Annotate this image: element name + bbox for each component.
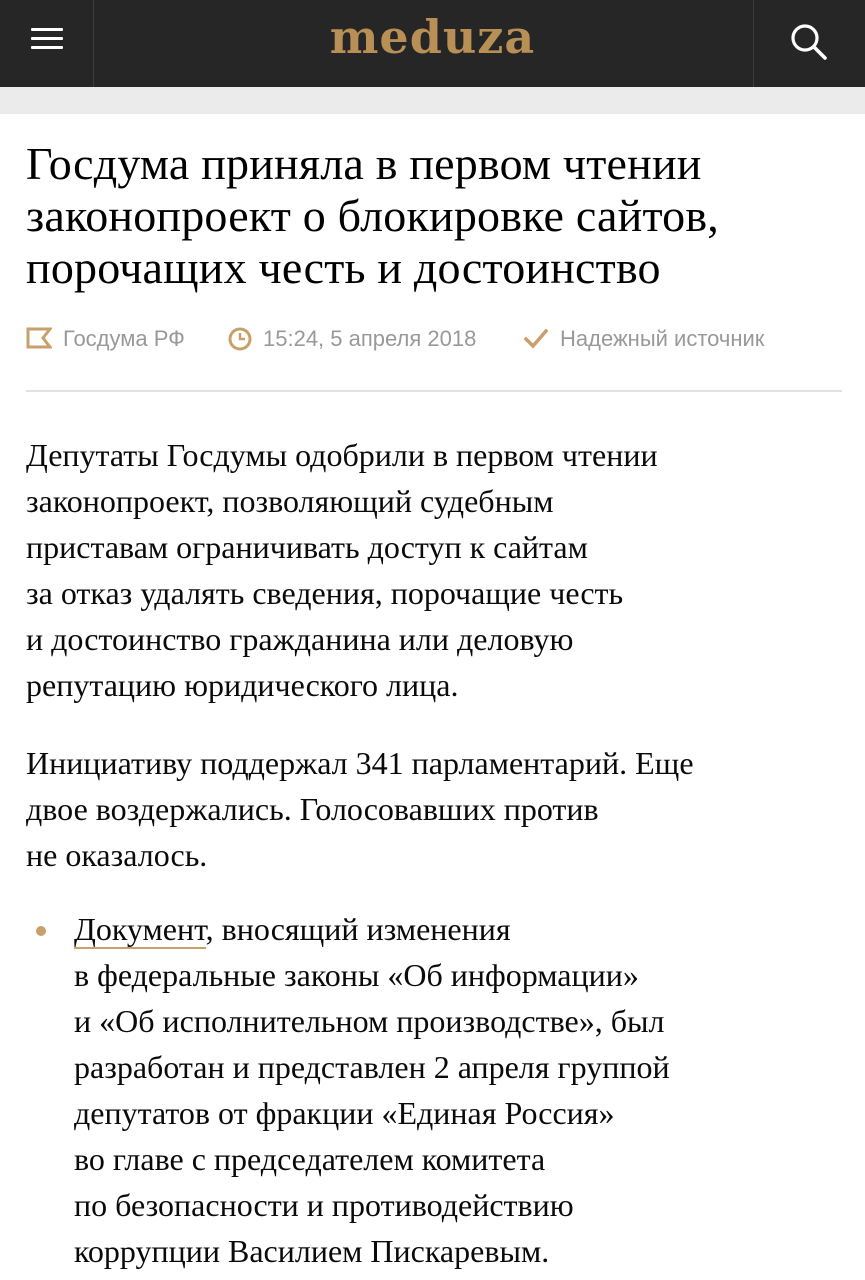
- text-line: репутацию юридического лица.: [26, 667, 459, 703]
- publish-datetime: 15:24, 5 апреля 2018: [263, 326, 477, 351]
- text-line: и «Об исполнительном производстве», был: [74, 1003, 665, 1039]
- text-line: за отказ удалять сведения, порочащие честь: [26, 575, 624, 611]
- source-label: Госдума РФ: [63, 326, 185, 351]
- checkmark-icon: [524, 328, 548, 350]
- text-line: депутатов от фракции «Единая Россия»: [74, 1095, 615, 1131]
- site-logo[interactable]: meduza: [329, 10, 536, 64]
- text-line: не оказалось.: [26, 837, 208, 873]
- top-navigation-bar: [0, 0, 865, 87]
- title-line: порочащих честь и достоинство: [26, 242, 661, 293]
- source-flag-icon: [26, 327, 52, 349]
- clock-icon: [228, 327, 252, 351]
- text-line: в федеральные законы «Об информации»: [74, 957, 639, 993]
- article-meta: [26, 320, 842, 358]
- header-shadow-strip: [0, 87, 865, 114]
- lead-paragraph: [26, 432, 842, 708]
- text-line-rest: , вносящий изменения: [205, 911, 511, 947]
- text-line: [74, 906, 844, 952]
- vote-paragraph: [26, 740, 842, 878]
- title-line: Госдума приняла в первом чтении: [26, 138, 702, 189]
- text-line: Инициативу поддержал 341 парламентарий. Еще: [26, 745, 694, 781]
- divider: [26, 390, 842, 392]
- text-line: разработан и представлен 2 апреля группой: [74, 1049, 670, 1085]
- search-icon: [789, 22, 829, 62]
- text-line: двое воздержались. Голосовавших против: [26, 791, 599, 827]
- list-bullet: [36, 926, 46, 936]
- text-line: законопроект, позволяющий судебным: [26, 483, 554, 519]
- document-link[interactable]: Документ: [74, 911, 206, 947]
- list-item: [74, 906, 844, 1274]
- text-line: по безопасности и противодействию: [74, 1187, 574, 1223]
- text-line: Депутаты Госдумы одобрили в первом чтении: [26, 437, 658, 473]
- reliability-label: Надежный источник: [560, 326, 765, 351]
- text-line: во главе с председателем комитета: [74, 1141, 546, 1177]
- title-line: законопроект о блокировке сайтов,: [26, 190, 720, 241]
- search-button[interactable]: [754, 0, 865, 87]
- text-line: и достоинство гражданина или деловую: [26, 621, 574, 657]
- text-line: коррупции Василием Пискаревым.: [74, 1233, 550, 1269]
- text-line: приставам ограничивать доступ к сайтам: [26, 529, 588, 565]
- article-title: [26, 138, 842, 294]
